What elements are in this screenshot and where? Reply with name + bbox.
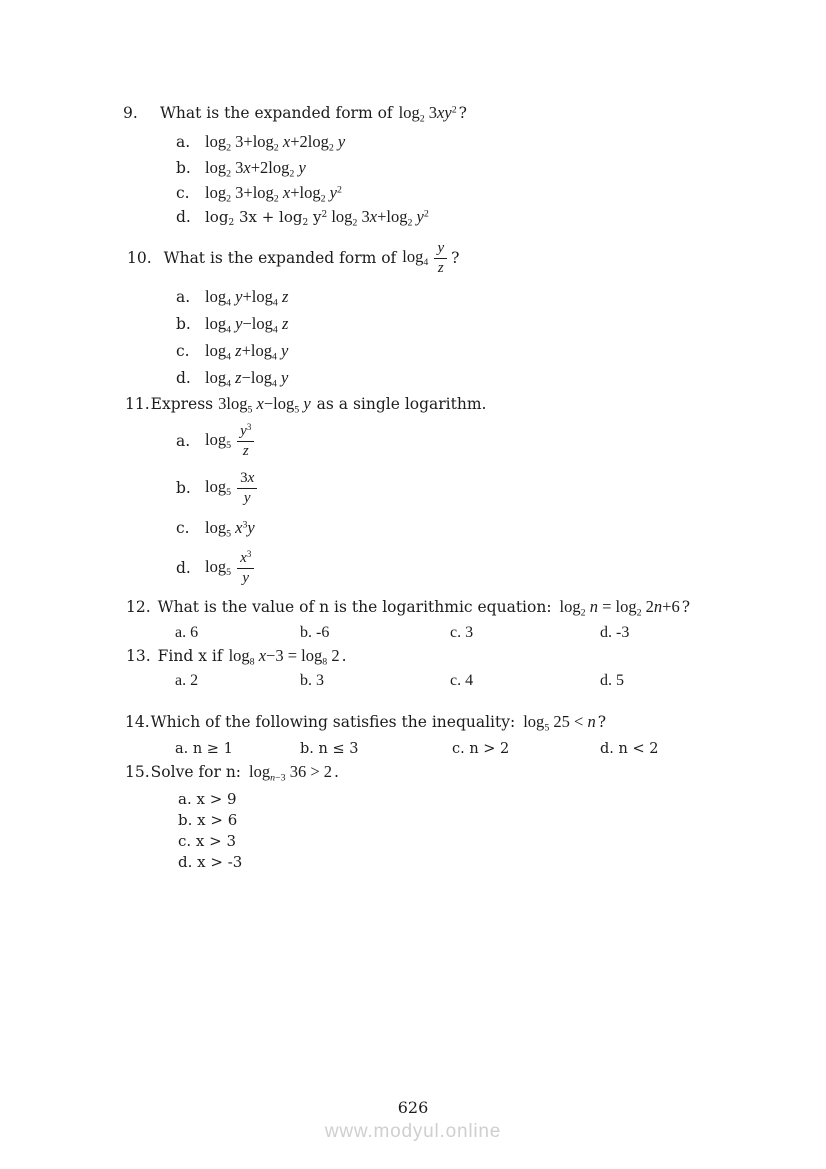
question-text: Solve for n: bbox=[150, 763, 242, 781]
question-text: Express bbox=[150, 395, 214, 413]
option-math: $\log_2 3+\log_2$ $x+2\log_2$ y bbox=[205, 132, 346, 154]
question-math: $\log_8 x-3 = \log_8 2$ bbox=[228, 646, 340, 668]
option-label: b. -6 bbox=[300, 624, 330, 641]
fraction: $\frac{x^3}{y}$ bbox=[237, 550, 254, 586]
question-suffix: . bbox=[334, 763, 339, 781]
question-math: $\log_5 25 < n$ bbox=[523, 712, 596, 734]
option-letter: b. bbox=[176, 479, 191, 497]
option-label: d. -3 bbox=[600, 624, 630, 641]
option-letter: c. bbox=[176, 342, 190, 360]
option-math: $\log_5$ $\frac{y^3}{z}$ bbox=[205, 423, 256, 459]
option-label: a. 6 bbox=[175, 624, 199, 641]
question-9-header bbox=[123, 103, 467, 123]
option-math: $\log_4 z-\log_4$ y bbox=[205, 368, 289, 390]
option-label: c. x > 3 bbox=[178, 832, 237, 850]
option-label: c. 4 bbox=[450, 672, 474, 689]
question-math: $3\log_5$ $x-\log_5$ y bbox=[218, 394, 311, 416]
question-math: $\log_4$ $\frac{y}{z}$ bbox=[402, 240, 449, 276]
question-9-option-b bbox=[176, 158, 306, 178]
option-math: $\log_4 z+\log_4$ y bbox=[205, 341, 289, 363]
option-letter: a. bbox=[176, 432, 191, 450]
option-math: $\log_5$ $\frac{x^3}{y}$ bbox=[205, 550, 256, 586]
question-number: 9. bbox=[123, 104, 138, 122]
question-9-option-d bbox=[176, 207, 429, 227]
option-math: $\log_2 3+\log_2$ $x+\log_2$ $y^2$ bbox=[205, 183, 342, 205]
question-14-options bbox=[0, 739, 826, 761]
question-10-header bbox=[127, 237, 459, 279]
option-letter: d. bbox=[176, 559, 191, 577]
option-label: a. x > 9 bbox=[178, 790, 237, 808]
question-11-option-b bbox=[176, 466, 259, 510]
question-13-options bbox=[0, 671, 826, 693]
question-number: 14. bbox=[125, 713, 150, 731]
option-math: $\log_5$ $\frac{3x}{y}$ bbox=[205, 470, 259, 506]
fraction: $\frac{3x}{y}$ bbox=[237, 470, 257, 506]
question-suffix: . bbox=[341, 647, 347, 665]
question-11-option-a bbox=[176, 419, 256, 463]
option-letter: a. bbox=[176, 288, 191, 306]
question-suffix: ? bbox=[451, 249, 460, 267]
option-math: $\log_2 3x + \log_2 y^2$ $\log_2 3x+\log_2$ $y^2$ bbox=[205, 207, 429, 229]
question-number: 13. bbox=[126, 647, 151, 665]
page-number: 626 bbox=[397, 1098, 429, 1117]
option-label: c. n > 2 bbox=[452, 741, 510, 757]
question-text: Which of the following satisfies the inequality: bbox=[150, 713, 516, 731]
question-14-header bbox=[125, 712, 606, 732]
option-letter: b. bbox=[176, 315, 191, 333]
option-letter: c. bbox=[176, 184, 190, 202]
question-15-option-b bbox=[178, 810, 237, 830]
question-text: Find x if bbox=[157, 647, 223, 665]
option-label: c. 3 bbox=[450, 624, 474, 641]
question-number: 15. bbox=[125, 763, 150, 781]
option-math: $\log_5 x^3y$ bbox=[205, 518, 255, 540]
option-letter: c. bbox=[176, 519, 190, 537]
question-10-option-b bbox=[176, 314, 288, 334]
question-10-option-d bbox=[176, 368, 288, 388]
option-letter: b. bbox=[176, 159, 191, 177]
option-label: d. 5 bbox=[600, 672, 624, 689]
option-letter: a. bbox=[176, 133, 191, 151]
question-12-header bbox=[126, 597, 690, 617]
question-15-option-a bbox=[178, 789, 237, 809]
question-math: $\log_2 3xy^2$ bbox=[398, 103, 457, 125]
option-letter: d. bbox=[176, 369, 191, 387]
question-suffix: ? bbox=[458, 104, 467, 122]
option-label: b. n ≤ 3 bbox=[300, 741, 359, 757]
fraction: $\frac{y}{z}$ bbox=[434, 240, 447, 276]
option-label: b. 3 bbox=[300, 672, 324, 689]
option-label: d. n < 2 bbox=[600, 741, 659, 757]
question-math: $\log_{n-3} 36 > 2$ bbox=[249, 762, 333, 784]
option-math: $\log_2 3x+2\log_2$ y bbox=[205, 158, 306, 180]
question-9-option-c bbox=[176, 183, 342, 203]
option-letter: d. bbox=[176, 208, 191, 226]
question-15-option-c bbox=[178, 831, 236, 851]
option-label: a. 2 bbox=[175, 672, 199, 689]
question-text: What is the value of n is the logarithmic equation: bbox=[157, 598, 552, 616]
question-suffix: as a single logarithm. bbox=[316, 395, 487, 413]
question-number: 12. bbox=[126, 598, 151, 616]
question-13-header bbox=[126, 646, 347, 666]
question-math: $\log_2 n = \log_2 2n+6$ bbox=[559, 597, 680, 619]
question-12-options bbox=[0, 623, 826, 645]
option-label: b. x > 6 bbox=[178, 811, 238, 829]
question-text: What is the expanded form of bbox=[163, 249, 397, 267]
question-11-option-c bbox=[176, 518, 255, 538]
question-9-option-a bbox=[176, 132, 345, 152]
question-suffix: ? bbox=[597, 713, 606, 731]
question-text: What is the expanded form of bbox=[160, 104, 393, 122]
question-suffix: ? bbox=[681, 598, 691, 616]
question-15-option-d bbox=[178, 852, 242, 872]
question-10-option-c bbox=[176, 341, 288, 361]
watermark: www.modyul.online bbox=[324, 1121, 502, 1142]
question-number: 10. bbox=[127, 249, 152, 267]
option-math: $\log_4 y+\log_4$ z bbox=[205, 287, 289, 309]
question-11-option-d bbox=[176, 545, 256, 591]
question-15-header bbox=[125, 762, 339, 782]
option-label: a. n ≥ 1 bbox=[175, 741, 233, 757]
option-math: $\log_4 y-\log_4$ z bbox=[205, 314, 289, 336]
question-11-header bbox=[125, 394, 486, 414]
question-10-option-a bbox=[176, 287, 288, 307]
question-number: 11. bbox=[125, 395, 150, 413]
fraction: $\frac{y^3}{z}$ bbox=[237, 423, 254, 459]
option-label: d. x > -3 bbox=[178, 853, 243, 871]
